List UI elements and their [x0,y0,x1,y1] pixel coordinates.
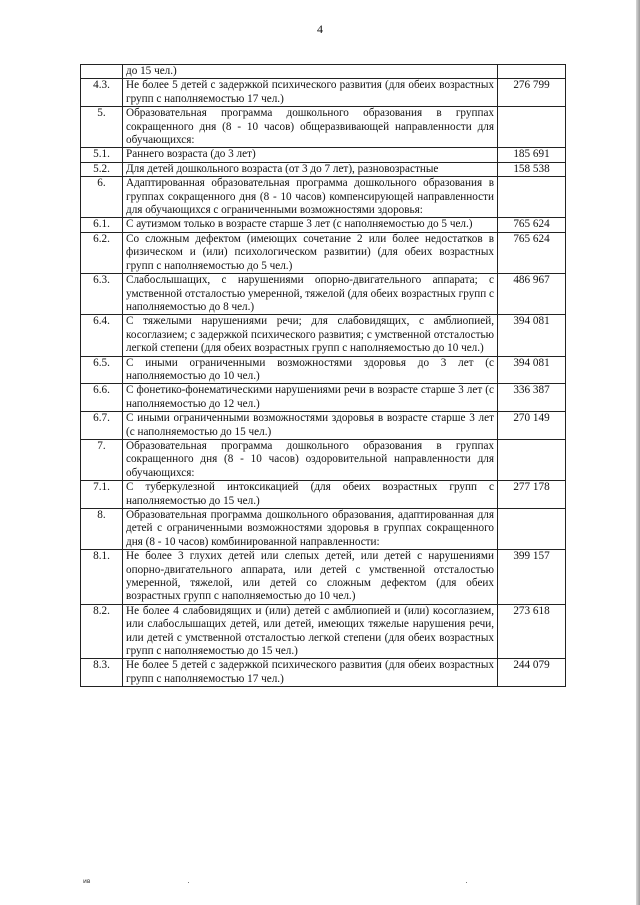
row-number: 7. [81,439,123,480]
row-value: 244 079 [498,659,566,687]
row-value: 276 799 [498,79,566,107]
row-number: 8.2. [81,604,123,659]
row-value: 185 691 [498,148,566,162]
table-row [81,218,566,232]
row-number: 6.3. [81,274,123,315]
row-number: 7.1. [81,481,123,509]
row-value: 273 618 [498,604,566,659]
row-number: 6.5. [81,356,123,384]
table-row [81,550,566,605]
row-description: Образовательная программа дошкольного образования в группах сокращенного дня (8 - 10 часов) оздоровительной направленности для обучающихся: [123,439,498,480]
row-number: 6.7. [81,412,123,440]
row-value: 394 081 [498,315,566,356]
table-row [81,148,566,162]
table-row [81,439,566,480]
row-value: 486 967 [498,274,566,315]
row-number: 6.1. [81,218,123,232]
row-value: 270 149 [498,412,566,440]
row-number: 6.4. [81,315,123,356]
row-description: Не более 3 глухих детей или слепых детей, или детей с нарушениями опорно-двигательного аппарата, или детей с умственной отсталостью умеренной, тяжелой, или детей со сложным дефектом (для обеих возрастных групп с наполняемостью до 10 чел.) [123,550,498,605]
scan-page-edge [636,0,640,905]
row-value [498,65,566,79]
table-row [81,481,566,509]
row-description: Образовательная программа дошкольного образования, адаптированная для детей с ограниченными возможностями здоровья в группах сокращенного дня (8 - 10 часов) комбинированной направленности: [123,509,498,550]
row-number: 6.6. [81,384,123,412]
row-description: Раннего возраста (до 3 лет) [123,148,498,162]
row-description: С тяжелыми нарушениями речи; для слабовидящих, с амблиопией, косоглазием; с задержкой психического развития; с умственной отсталостью легкой степени (для обеих возрастных групп с наполняемостью до 10 чел.) [123,315,498,356]
row-number: 8.1. [81,550,123,605]
row-value [498,177,566,218]
row-value: 399 157 [498,550,566,605]
row-description: Не более 5 детей с задержкой психического развития (для обеих возрастных групп с наполняемостью 17 чел.) [123,659,498,687]
footer-mark: ив [83,878,91,885]
page-number: 4 [317,22,323,36]
row-value: 336 387 [498,384,566,412]
row-description: С иными ограниченными возможностями здоровья до 3 лет (с наполняемостью до 10 чел.) [123,356,498,384]
row-number: 5.1. [81,148,123,162]
table-row [81,315,566,356]
table-row [81,65,566,79]
table-row [81,232,566,273]
row-value [498,509,566,550]
row-number: 8. [81,509,123,550]
row-description: Со сложным дефектом (имеющих сочетание 2 или более недостатков в физическом и (или) психологическом развитии) (для обеих возрастных групп с наполняемостью до 5 чел.) [123,232,498,273]
row-number: 5.2. [81,162,123,176]
table-row [81,107,566,148]
row-value: 277 178 [498,481,566,509]
tariff-table [80,64,566,687]
table-row [81,412,566,440]
table-row [81,604,566,659]
row-number: 8.3. [81,659,123,687]
scan-speck [188,882,189,883]
row-description: Образовательная программа дошкольного образования в группах сокращенного дня (8 - 10 часов) общеразвивающей направленности для обучающихся: [123,107,498,148]
row-description: Адаптированная образовательная программа дошкольного образования в группах сокращенного дня (8 - 10 часов) компенсирующей направленности для обучающихся с ограниченными возможностями здоровья: [123,177,498,218]
row-description: Слабослышащих, с нарушениями опорно-двигательного аппарата; с умственной отсталостью умеренной, тяжелой (для обеих возрастных групп с наполняемостью до 8 чел.) [123,274,498,315]
row-number: 6. [81,177,123,218]
table-row [81,274,566,315]
scan-speck [466,882,467,883]
table-row [81,509,566,550]
row-number: 6.2. [81,232,123,273]
table-row [81,162,566,176]
table-row [81,356,566,384]
table-row [81,659,566,687]
row-description: С иными ограниченными возможностями здоровья в возрасте старше 3 лет (с наполняемостью до 15 чел.) [123,412,498,440]
row-value: 765 624 [498,232,566,273]
table-row [81,79,566,107]
row-number: 5. [81,107,123,148]
row-description: Не более 5 детей с задержкой психического развития (для обеих возрастных групп с наполняемостью 17 чел.) [123,79,498,107]
row-description: С фонетико-фонематическими нарушениями речи в возрасте старше 3 лет (с наполняемостью до 12 чел.) [123,384,498,412]
row-description: Не более 4 слабовидящих и (или) детей с амблиопией и (или) косоглазием, или слабослышащих детей, или детей, имеющих тяжелые нарушения речи, или детей с умственной отсталостью легкой степени (для обеих возрастных групп с наполняемостью до 15 чел.) [123,604,498,659]
row-number: 4.3. [81,79,123,107]
table-row [81,177,566,218]
row-number [81,65,123,79]
row-value [498,439,566,480]
row-value [498,107,566,148]
row-value: 394 081 [498,356,566,384]
row-description: С туберкулезной интоксикацией (для обеих возрастных групп с наполняемостью до 15 чел.) [123,481,498,509]
row-description: до 15 чел.) [123,65,498,79]
row-description: Для детей дошкольного возраста (от 3 до 7 лет), разновозрастные [123,162,498,176]
row-value: 765 624 [498,218,566,232]
row-value: 158 538 [498,162,566,176]
table-row [81,384,566,412]
row-description: С аутизмом только в возрасте старше 3 лет (с наполняемостью до 5 чел.) [123,218,498,232]
